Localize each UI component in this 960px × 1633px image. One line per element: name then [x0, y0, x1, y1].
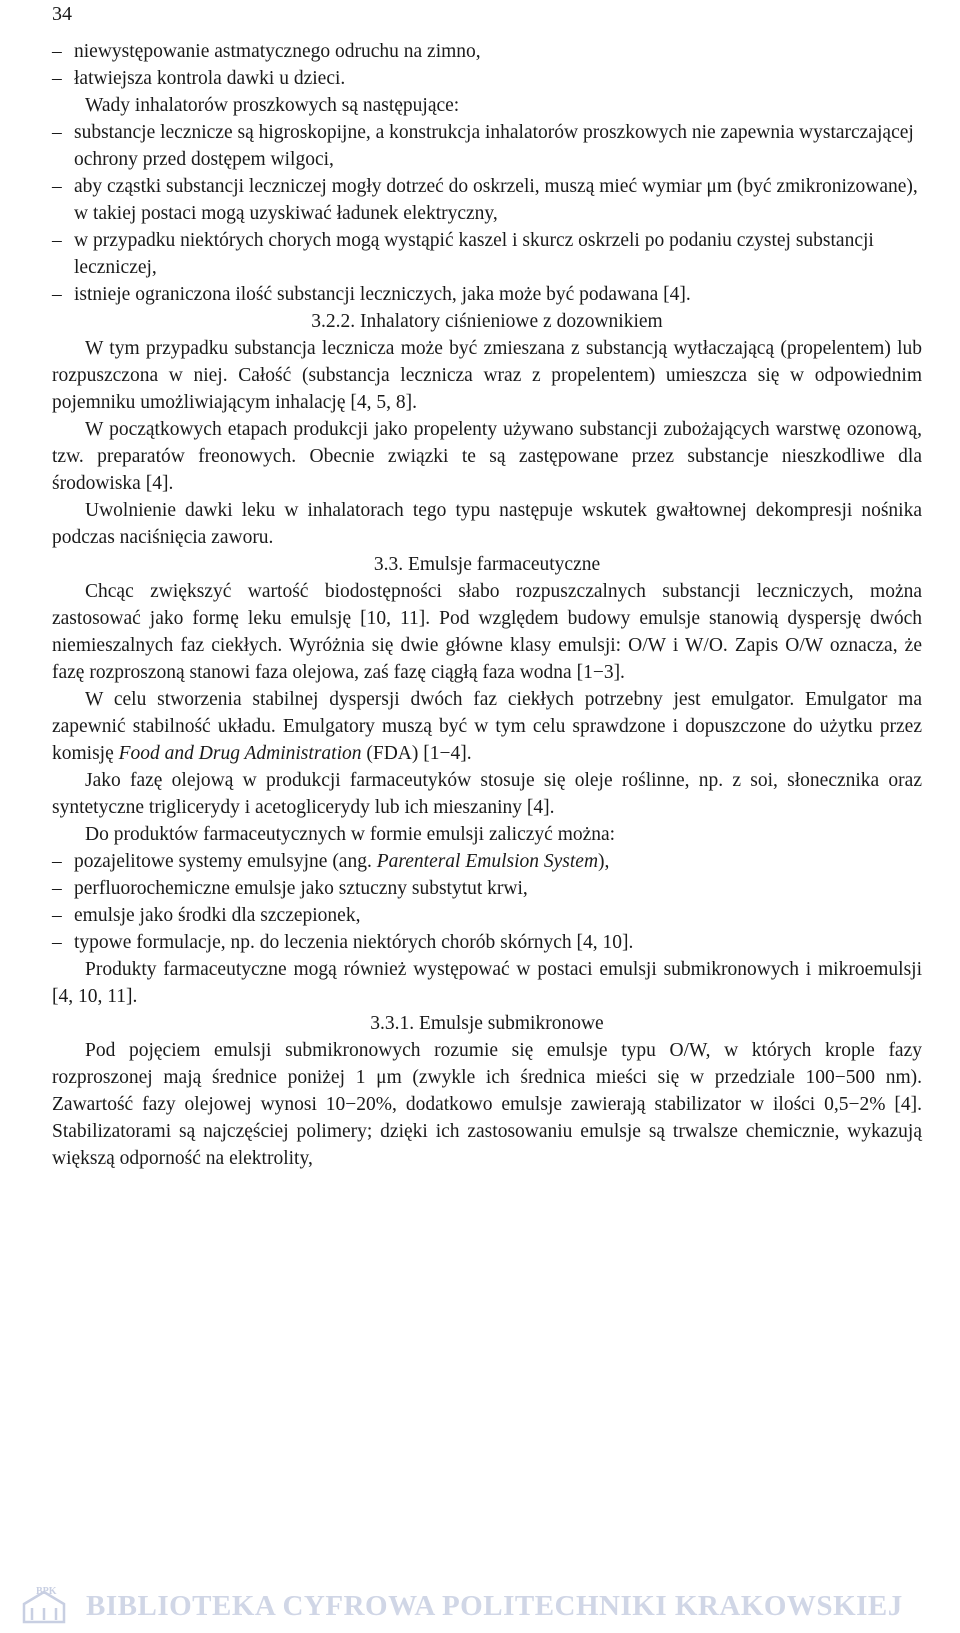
paragraph-emulgator	[52, 686, 922, 767]
paragraph: W tym przypadku substancja lecznicza może być zmieszana z substancją wytłaczającą (propelentem) lub rozpuszczona w niej. Całość (substancja lecznicza wraz z propelentem) umieszcza się w odpowiednim pojemniku umożliwiającym inhalację [4, 5, 8].	[52, 338, 922, 413]
paragraph: Do produktów farmaceutycznych w formie emulsji zaliczyć można:	[85, 824, 616, 845]
list-dash: –	[52, 68, 62, 89]
logo-label: BPK	[36, 1586, 57, 1597]
list-dash: –	[52, 905, 62, 926]
list-dash: –	[52, 230, 62, 251]
list-dash: –	[52, 851, 62, 872]
paragraph: Pod pojęciem emulsji submikronowych rozumie się emulsje typu O/W, w których krople fazy rozproszonej mają średnice poniżej 1 μm (zwykle ich średnica mieści się w przedziale 100−500 nm). Zawartość fazy olejowej wynosi 10−20%, dodatkowo emulsje zawierają stabilizator w ilości 0,5−2% [4]. Stabilizatorami są najczęściej polimery; dzięki ich zastosowaniu emulsje są trwalsze chemicznie, wykazują większą odporność na elektrolity,	[52, 1040, 922, 1169]
list-dash: –	[52, 176, 62, 197]
list-item-text: emulsje jako środki dla szczepionek,	[74, 905, 361, 926]
list-item	[52, 65, 922, 92]
list-item	[52, 38, 922, 65]
list-item	[52, 173, 922, 227]
list-item-text: łatwiejsza kontrola dawki u dzieci.	[74, 68, 346, 89]
list-dash: –	[52, 284, 62, 305]
italic-term: Food and Drug Administration	[118, 743, 362, 764]
list-item	[52, 119, 922, 173]
paragraph: Jako fazę olejową w produkcji farmaceutyków stosuje się oleje roślinne, np. z soi, słonecznika oraz syntetyczne triglicerydy i acetoglicerydy lub ich mieszaniny [4].	[52, 770, 922, 818]
list-item-text: perfluorochemiczne emulsje jako sztuczny substytut krwi,	[74, 878, 528, 899]
text-run: W celu stworzenia stabilnej dyspersji dwóch faz ciekłych potrzebny jest emulgator. Emulgator ma zapewnić stabilność układu. Emulgatory muszą być w tym celu sprawdzone i dopuszczone do użytku przez komisję	[52, 689, 922, 764]
list-item-text: substancje lecznicze są higroskopijne, a konstrukcja inhalatorów proszkowych nie zapewnia wystarczającej ochrony przed dostępem wilgoci,	[74, 122, 914, 170]
paragraph-wady-intro: Wady inhalatorów proszkowych są następujące:	[85, 95, 460, 116]
page-content	[52, 38, 922, 1172]
text-run: pozajelitowe systemy emulsyjne (ang.	[74, 851, 377, 872]
list-item	[52, 875, 922, 902]
list-item-text: niewystępowanie astmatycznego odruchu na zimno,	[74, 41, 481, 62]
section-heading-3-3-1: 3.3.1. Emulsje submikronowe	[370, 1013, 604, 1034]
paragraph: Uwolnienie dawki leku w inhalatorach tego typu następuje wskutek gwałtownej dekompresji nośnika podczas naciśnięcia zaworu.	[52, 500, 922, 548]
list-dash: –	[52, 932, 62, 953]
list-item-text: typowe formulacje, np. do leczenia niektórych chorób skórnych [4, 10].	[74, 932, 634, 953]
list-item	[52, 929, 922, 956]
paragraph: Produkty farmaceutyczne mogą również występować w postaci emulsji submikronowych i mikroemulsji [4, 10, 11].	[52, 959, 922, 1007]
list-item	[52, 227, 922, 281]
library-name: BIBLIOTEKA CYFROWA POLITECHNIKI KRAKOWSKIEJ	[86, 1590, 903, 1622]
page-number: 34	[52, 3, 72, 25]
list-item-text: w przypadku niektórych chorych mogą wystąpić kaszel i skurcz oskrzeli po podaniu czystej substancji leczniczej,	[74, 230, 874, 278]
list-dash: –	[52, 41, 62, 62]
list-item	[52, 902, 922, 929]
list-item-text: aby cząstki substancji leczniczej mogły dotrzeć do oskrzeli, muszą mieć wymiar μm (być zmikronizowane), w takiej postaci mogą uzyskiwać ładunek elektryczny,	[74, 176, 918, 224]
list-item-text: istnieje ograniczona ilość substancji leczniczych, jaka może być podawana [4].	[74, 284, 691, 305]
list-item	[52, 281, 922, 308]
text-run: ),	[598, 851, 610, 872]
list-item	[52, 848, 922, 875]
paragraph: W początkowych etapach produkcji jako propelenty używano substancji zubożających warstwę ozonową, tzw. preparatów freonowych. Obecnie związki te są zastępowane przez substancje nieszkodliwe dla środowiska [4].	[52, 419, 922, 494]
italic-term: Parenteral Emulsion System	[376, 851, 599, 872]
text-run: (FDA) [1−4].	[361, 743, 472, 764]
library-watermark-footer	[18, 1586, 948, 1626]
paragraph: Chcąc zwiększyć wartość biodostępności słabo rozpuszczalnych substancji leczniczych, można zastosować jako formę leku emulsję [10, 11]. Pod względem budowy emulsje stanowią dyspersję dwóch niemieszalnych faz ciekłych. Wyróżnia się dwie główne klasy emulsji: O/W i W/O. Zapis O/W oznacza, że fazę rozproszoną stanowi faza olejowa, zaś fazę ciągłą faza wodna [1−3].	[52, 581, 922, 683]
section-heading-3-3: 3.3. Emulsje farmaceutyczne	[373, 554, 601, 575]
section-heading-3-2-2: 3.2.2. Inhalatory ciśnieniowe z dozownikiem	[311, 311, 663, 332]
list-dash: –	[52, 878, 62, 899]
list-dash: –	[52, 122, 62, 143]
